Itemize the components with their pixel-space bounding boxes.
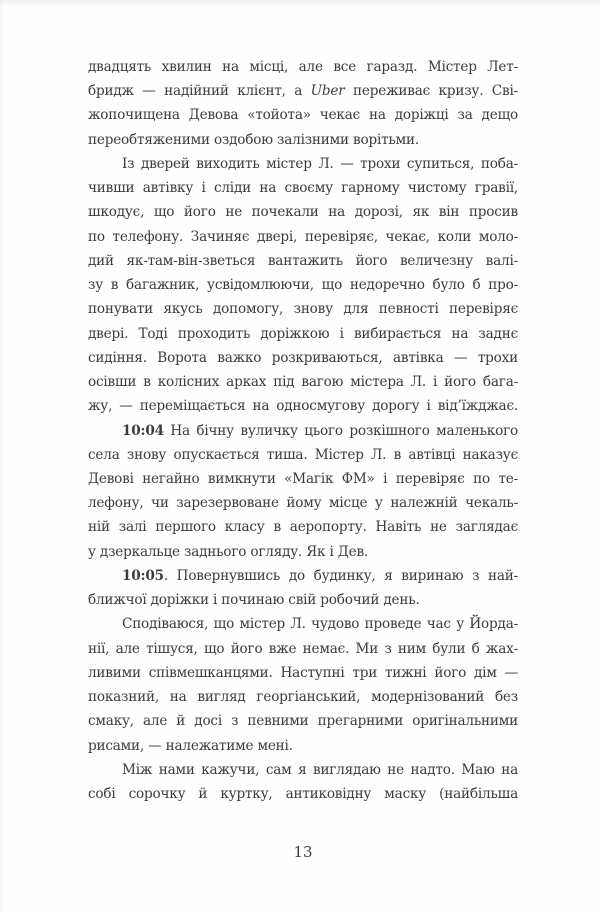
text-line: [88, 612, 518, 636]
text-line: [88, 225, 518, 249]
text-segment: двері. Тоді проходить доріжкою і вибирається на заднє: [88, 325, 518, 342]
text-line: [88, 249, 518, 273]
text-line: [88, 782, 518, 806]
text-segment: . Повернувшись до будинку, я виринаю з най-: [163, 567, 518, 584]
bold-timestamp: 10:05: [122, 567, 164, 584]
text-segment: понувати якусь допомогу, знову для певності перевіряє: [88, 301, 518, 318]
text-segment: села знову опускається тиша. Містер Л. в автівці наказує: [88, 446, 518, 463]
text-segment: бридж — надійний клієнт, а: [88, 83, 311, 100]
text-line: [88, 79, 518, 103]
text-segment: сидіння. Ворота важко розкриваються, автівка — трохи: [88, 349, 518, 366]
text-segment: смаку, але й досі з певними прегарними оригінальними: [88, 713, 518, 730]
text-segment: рисами, — належатиме мені.: [88, 737, 293, 754]
text-line: [88, 419, 518, 443]
text-segment: зу в багажник, усвідомлюючи, що недоречно було б про-: [88, 277, 518, 294]
text-segment: лефону, чи зарезервоване йому місце у належній чекаль-: [88, 495, 518, 512]
text-line: [88, 443, 518, 467]
text-line: [88, 588, 518, 612]
text-segment: чивши автівку і сліди на своєму гарному чистому гравії,: [88, 180, 518, 197]
paragraph: [88, 564, 518, 612]
text-segment: Між нами кажучи, сам я виглядаю не надто. Маю на: [122, 761, 518, 778]
text-segment: ній залі першого класу в аеропорту. Навіть не заглядає: [88, 519, 518, 536]
text-line: [88, 200, 518, 224]
text-line: [88, 273, 518, 297]
italic-text: Uber: [310, 83, 345, 100]
page-number: 13: [293, 843, 313, 861]
text-line: [88, 176, 518, 200]
page-edge-shadow-left: [0, 0, 5, 911]
text-line: [88, 734, 518, 758]
paragraph: [88, 152, 518, 419]
text-segment: собі сорочку й куртку, антиковідну маску (найбільша: [88, 786, 518, 803]
text-segment: жу, — переміщається на односмугову дорогу і від’їжджає.: [88, 398, 518, 415]
text-segment: На бічну вуличку цього розкішного маленького: [163, 422, 518, 439]
text-segment: осівши в колісних арках під вагою містера Л. і його бага-: [88, 374, 518, 391]
text-segment: дий як-там-він-зветься вантажить його величезну валі-: [88, 252, 518, 269]
text-line: [88, 370, 518, 394]
text-segment: ближчої доріжки і починаю свій робочий день.: [88, 592, 420, 609]
paragraph: [88, 419, 518, 564]
bold-timestamp: 10:04: [122, 422, 164, 439]
text-segment: по телефону. Зачиняє двері, перевіряє, чекає, коли моло-: [88, 228, 518, 245]
text-segment: шкодує, що його не почекали на дорозі, як він просив: [88, 204, 518, 221]
page-text: [88, 55, 518, 806]
text-line: [88, 467, 518, 491]
text-line: [88, 297, 518, 321]
paragraph: [88, 612, 518, 757]
page-edge-shadow-top: [0, 0, 600, 8]
paragraph: [88, 55, 518, 152]
text-segment: переобтяженими оздобою залізними ворітьми.: [88, 131, 419, 148]
text-segment: жопочищена Девова «тойота» чекає на доріжці за дещо: [88, 107, 518, 124]
text-line: [88, 103, 518, 127]
text-segment: показний, на вигляд георгіанський, модернізований без: [88, 689, 518, 706]
text-segment: Сподіваюся, що містер Л. чудово проведе час у Йорда-: [122, 616, 518, 633]
text-line: [88, 322, 518, 346]
text-segment: двадцять хвилин на місці, але все гаразд. Містер Лет-: [88, 59, 518, 75]
text-segment: Із дверей виходить містер Л. — трохи супиться, поба-: [122, 155, 518, 172]
text-line: [88, 709, 518, 733]
text-line: [88, 55, 518, 79]
text-segment: у дзеркальце заднього огляду. Як і Дев.: [88, 543, 369, 560]
text-segment: ливими співмешканцями. Наступні три тижні його дім —: [88, 664, 518, 681]
text-segment: переживає кризу. Сві-: [344, 83, 518, 100]
text-line: [88, 564, 518, 588]
text-line: [88, 758, 518, 782]
text-line: [88, 128, 518, 152]
text-line: [88, 394, 518, 418]
text-segment: нії, але тішуся, що його вже немає. Ми з ним були б жах-: [88, 640, 518, 657]
text-line: [88, 685, 518, 709]
paragraph: [88, 758, 518, 806]
text-line: [88, 515, 518, 539]
text-segment: Девові негайно вимкнути «Магік ФМ» і перевіряє по те-: [88, 470, 518, 487]
text-line: [88, 491, 518, 515]
text-line: [88, 637, 518, 661]
text-line: [88, 152, 518, 176]
text-line: [88, 661, 518, 685]
text-line: [88, 346, 518, 370]
text-line: [88, 540, 518, 564]
